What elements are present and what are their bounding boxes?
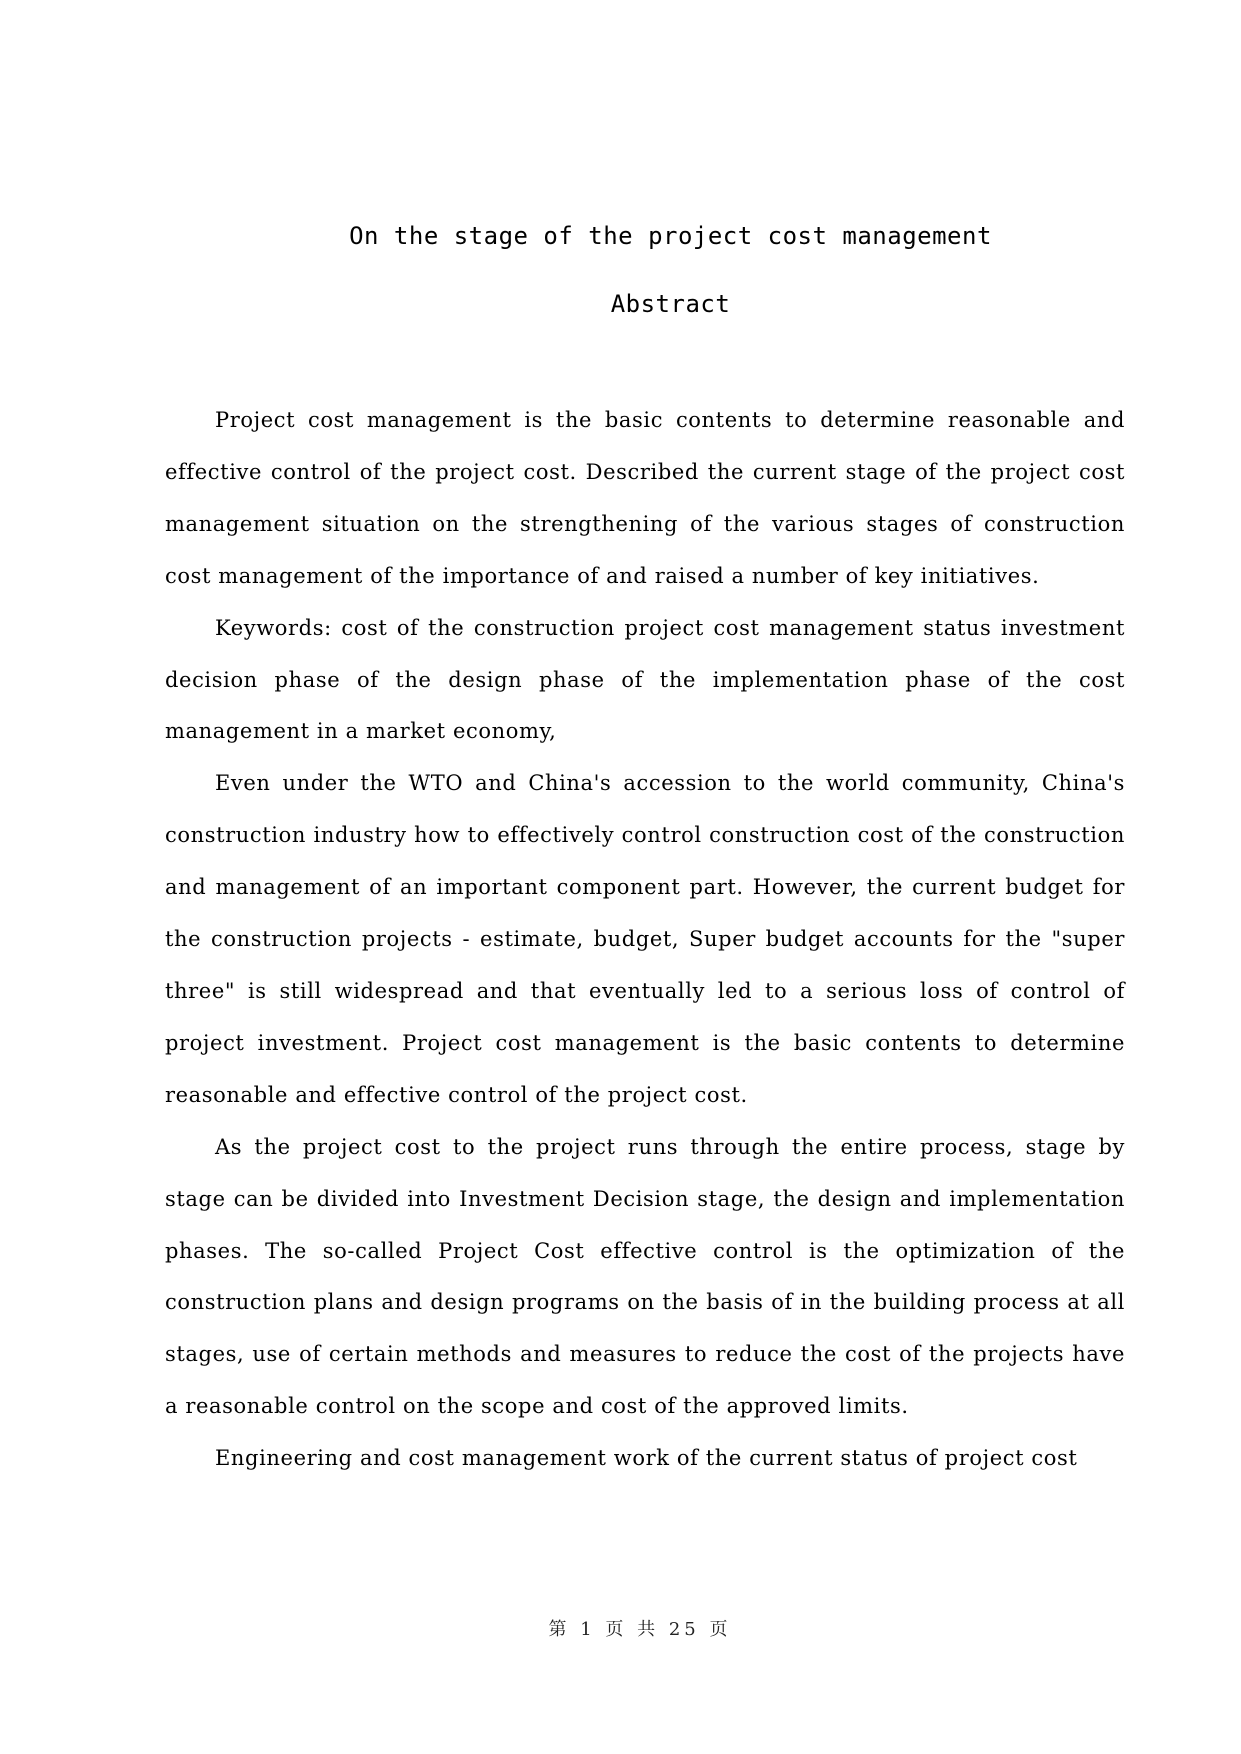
paragraph-wto: Even under the WTO and China's accession to the world community, China's construction industry how to effectively control construction cost of the construction and management of an important component part. However, the current budget for the construction projects - estimate, budget, Super budget accounts for the "super three" is still widespread and that eventually led to a serious loss of control of project investment. Project cost management is the basic contents to determine reasonable and effective control of the project cost. — [165, 771, 1125, 1107]
page-footer: 第 1 页 共 25 页 — [548, 1619, 732, 1640]
paragraph-keywords: Keywords: cost of the construction project cost management status investment decision phase of the design phase of the implementation phase of the cost management in a market economy, — [165, 615, 1125, 744]
paragraph-engineering: Engineering and cost management work of the current status of project cost — [215, 1446, 1078, 1471]
abstract-heading: Abstract — [610, 290, 731, 318]
document-title: On the stage of the project cost management — [349, 222, 992, 250]
paragraph-abstract: Project cost management is the basic contents to determine reasonable and effective control of the project cost. Described the current stage of the project cost management situation on the strengthening of the various stages of construction cost management of the importance of and raised a number of key initiatives. — [165, 408, 1125, 588]
abstract-body — [165, 395, 1125, 1485]
paragraph-stages: As the project cost to the project runs through the entire process, stage by stage can be divided into Investment Decision stage, the design and implementation phases. The so-called Project Cost effective control is the optimization of the construction plans and design programs on the basis of in the building process at all stages, use of certain methods and measures to reduce the cost of the projects have a reasonable control on the scope and cost of the approved limits. — [165, 1134, 1125, 1419]
